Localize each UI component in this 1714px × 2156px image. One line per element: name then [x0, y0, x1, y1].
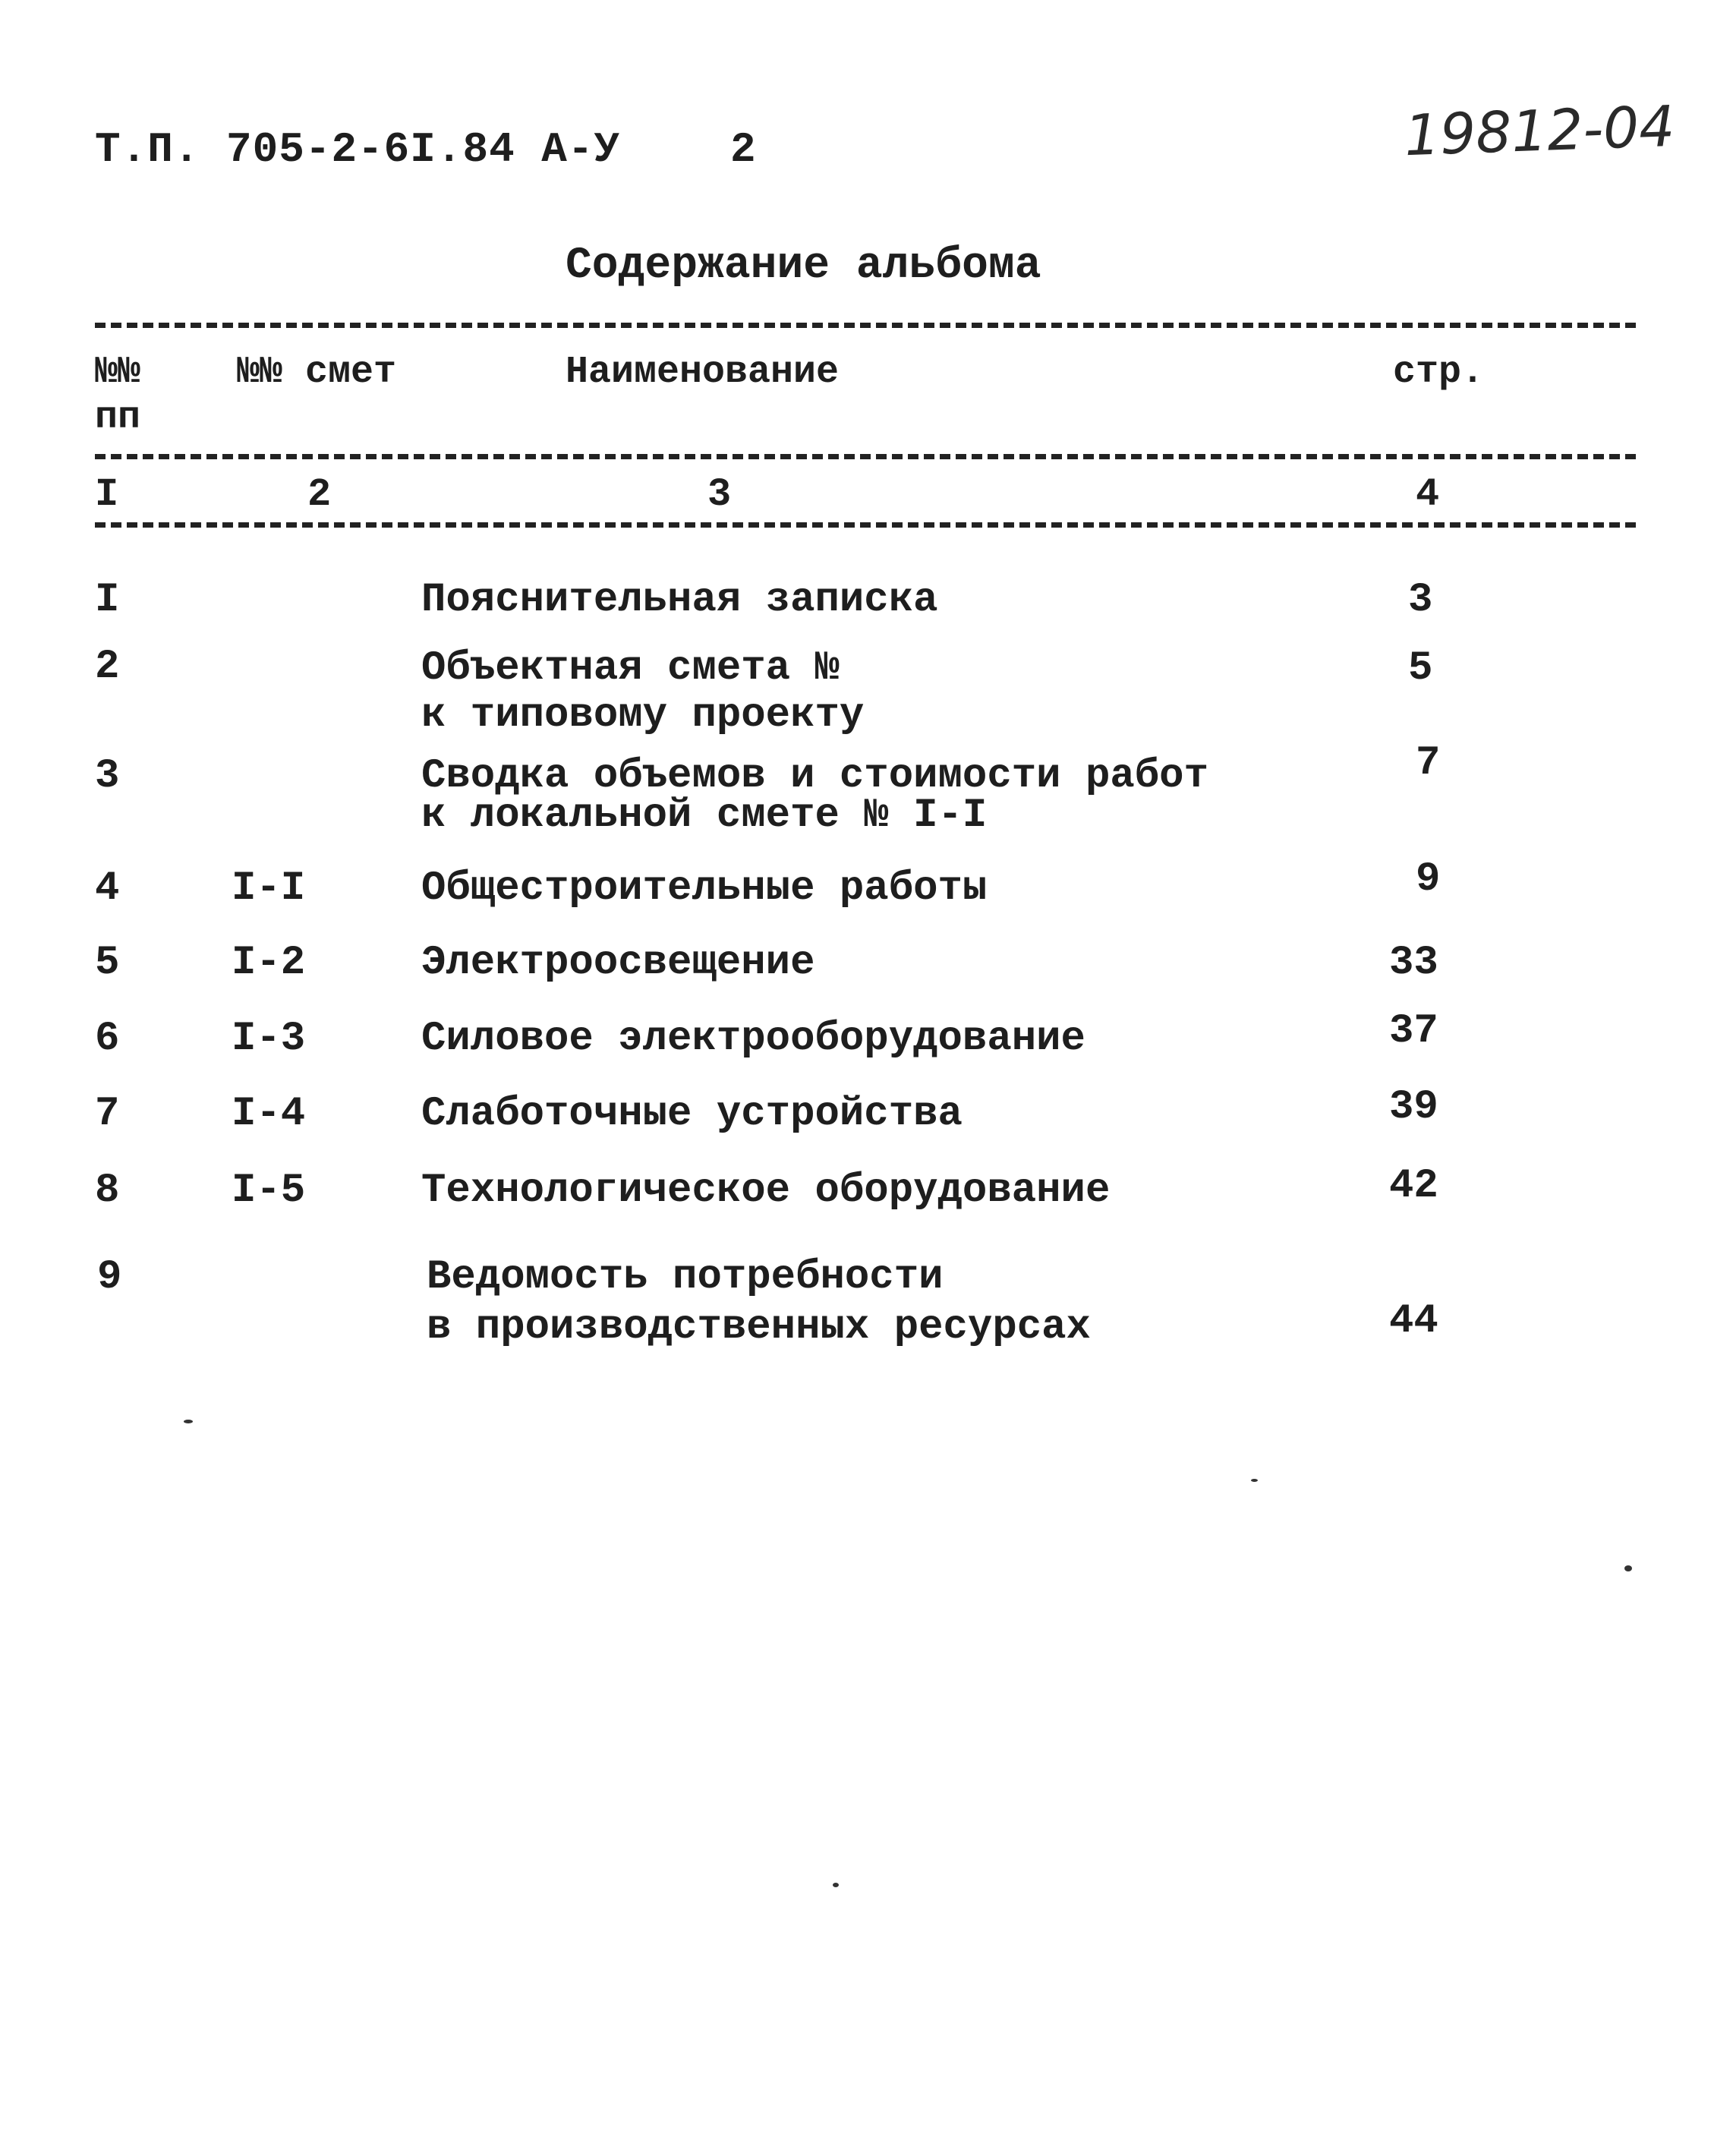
row-number: 7	[95, 1091, 120, 1137]
table-top-rule	[95, 323, 1636, 328]
row-number: 6	[95, 1016, 120, 1062]
row-page: 3	[1408, 577, 1433, 623]
row-number: 8	[95, 1168, 120, 1214]
row-page: 9	[1416, 856, 1441, 903]
row-smeta: I-I	[232, 865, 306, 912]
row-name-line: Пояснительная записка	[421, 577, 938, 623]
handwritten-inventory-number: 19812-04	[1403, 93, 1676, 169]
row-page: 37	[1389, 1008, 1438, 1054]
row-name-line: Силовое электрооборудование	[421, 1016, 1085, 1062]
row-smeta: I-4	[232, 1091, 306, 1137]
page-title: Содержание альбома	[566, 241, 1041, 291]
header-col-number-line2: пп	[95, 396, 141, 440]
scan-speck	[184, 1420, 193, 1423]
row-name-line: Ведомость потребности	[427, 1254, 944, 1300]
row-number: 2	[95, 644, 120, 690]
scan-speck	[1624, 1565, 1632, 1571]
header-col-name: Наименование	[566, 351, 840, 394]
scan-speck	[1251, 1479, 1258, 1482]
row-name-line: Слаботочные устройства	[421, 1091, 963, 1137]
row-name-line: Объектная смета №	[421, 645, 840, 692]
row-name-line: в производственных ресурсах	[427, 1304, 1091, 1351]
scan-speck	[833, 1883, 839, 1887]
row-name-line: Сводка объемов и стоимости работ	[421, 753, 1208, 799]
row-name-line: Общестроительные работы	[421, 865, 988, 912]
row-number: 5	[95, 940, 120, 986]
row-number: 4	[95, 865, 120, 912]
row-name-line: к локальной смете № I-I	[421, 793, 988, 839]
row-page: 39	[1389, 1084, 1438, 1130]
header-col-page: стр.	[1393, 351, 1485, 394]
row-smeta: I-5	[232, 1168, 306, 1214]
column-number-1: I	[95, 472, 119, 517]
column-number-4: 4	[1416, 472, 1440, 517]
row-page: 5	[1408, 645, 1433, 692]
header-col-smeta: №№ смет	[237, 351, 397, 394]
row-page: 42	[1389, 1163, 1438, 1209]
row-page: 44	[1389, 1298, 1438, 1344]
row-page: 7	[1416, 740, 1441, 786]
header-col-number-line1: №№	[95, 351, 141, 394]
column-number-2: 2	[307, 472, 332, 517]
document-code: Т.П. 705-2-6I.84 А-У	[95, 125, 621, 174]
row-name-line: Технологическое оборудование	[421, 1168, 1111, 1214]
row-page: 33	[1389, 940, 1438, 986]
page-number: 2	[730, 125, 756, 174]
row-name-line: к типовому проекту	[421, 692, 865, 739]
row-number: 3	[95, 753, 120, 799]
row-number: 9	[97, 1254, 122, 1300]
row-smeta: I-2	[232, 940, 306, 986]
row-number: I	[95, 577, 120, 623]
row-smeta: I-3	[232, 1016, 306, 1062]
header-bottom-rule	[95, 454, 1636, 459]
column-numbers-bottom-rule	[95, 522, 1636, 528]
column-number-3: 3	[707, 472, 732, 517]
row-name-line: Электроосвещение	[421, 940, 815, 986]
